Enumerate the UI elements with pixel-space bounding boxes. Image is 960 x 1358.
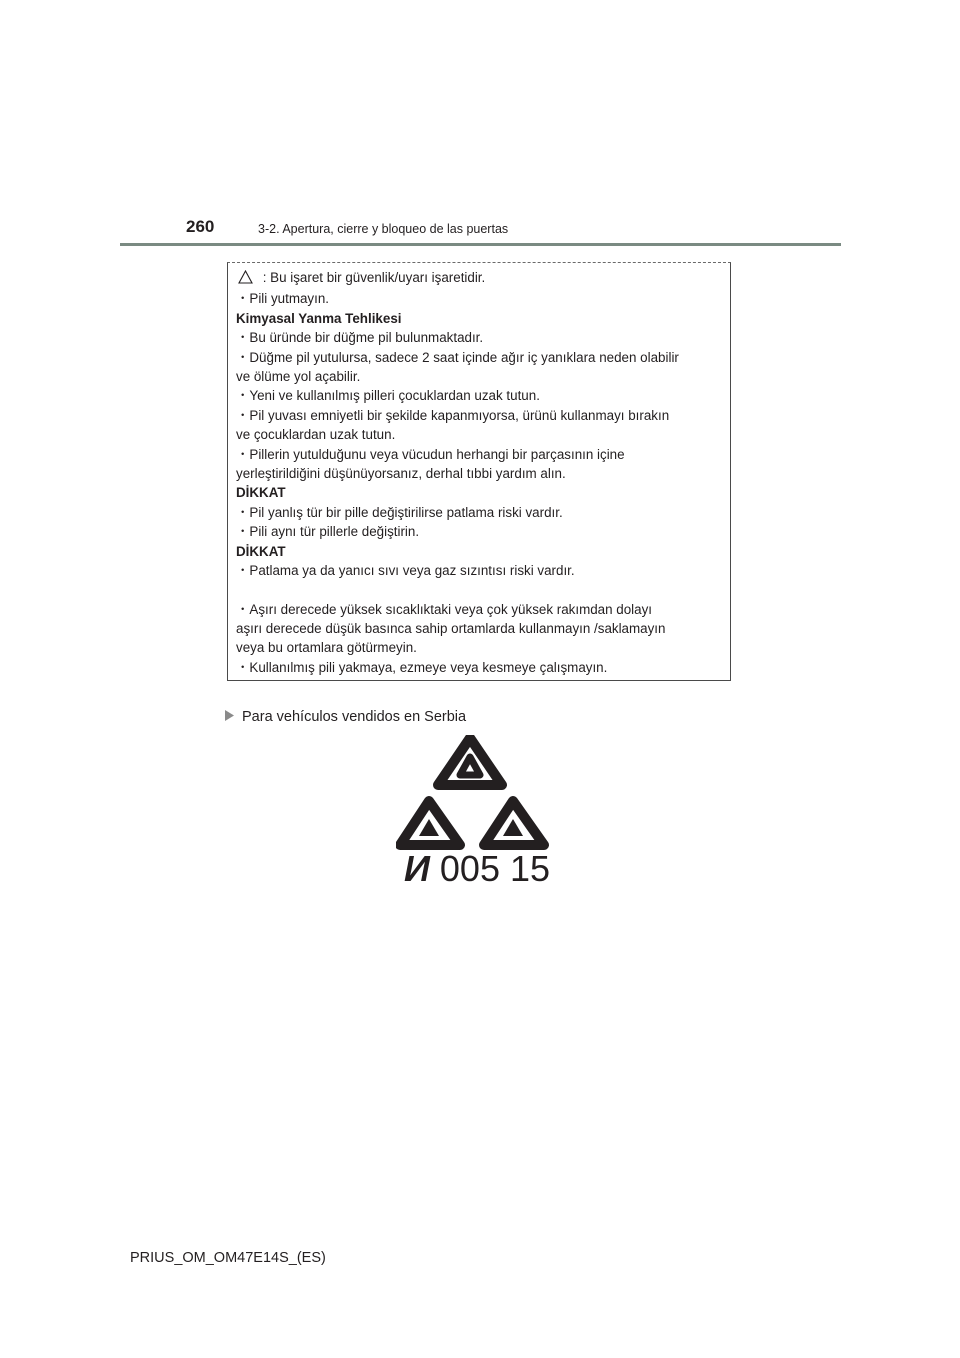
- notice-line-text: : Bu işaret bir güvenlik/uyarı işaretidir.: [259, 270, 486, 285]
- serbian-mark-code: [404, 848, 550, 890]
- notice-box: [227, 262, 731, 681]
- serbian-conformity-mark-icon: [396, 735, 552, 856]
- notice-spacer: [236, 581, 722, 600]
- serbian-mark-letter: И: [404, 848, 430, 889]
- document-code: PRIUS_OM_OM47E14S_(ES): [130, 1250, 326, 1266]
- notice-line: ve ölüme yol açabilir.: [236, 369, 361, 385]
- warning-triangle-icon: [238, 270, 253, 289]
- notice-heading: DİKKAT: [236, 485, 286, 501]
- page-number: 260: [186, 217, 215, 236]
- serbia-heading-text: Para vehículos vendidos en Serbia: [242, 709, 467, 725]
- notice-line: ・Düğme pil yutulursa, sadece 2 saat içinde ağır iç yanıklara neden olabilir: [236, 349, 679, 365]
- section-title: 3-2. Apertura, cierre y bloqueo de las puertas: [258, 222, 509, 236]
- notice-line: [236, 268, 722, 289]
- notice-line: ve çocuklardan uzak tutun.: [236, 427, 396, 443]
- notice-line: ・Pillerin yutulduğunu veya vücudun herhangi bir parçasının içine: [236, 446, 625, 462]
- notice-heading: Kimyasal Yanma Tehlikesi: [236, 310, 402, 326]
- notice-line: yerleştirildiğini düşünüyorsanız, derhal tıbbi yardım alın.: [236, 466, 566, 482]
- header-rule: [120, 243, 841, 246]
- triangle-right-icon: [225, 709, 234, 725]
- notice-line: aşırı derecede düşük basınca sahip ortamlarda kullanmayın /saklamayın: [236, 620, 666, 636]
- notice-heading: DİKKAT: [236, 543, 286, 559]
- notice-line: ・Pili aynı tür pillerle değiştirin.: [236, 524, 420, 540]
- notice-line: ・Bu üründe bir düğme pil bulunmaktadır.: [236, 330, 484, 346]
- notice-line: ・Yeni ve kullanılmış pilleri çocuklardan uzak tutun.: [236, 388, 540, 404]
- notice-line: ・Pil yanlış tür bir pille değiştirilirse patlama riski vardır.: [236, 504, 563, 520]
- notice-line: veya bu ortamlara götürmeyin.: [236, 640, 417, 656]
- notice-line: ・Patlama ya da yanıcı sıvı veya gaz sızıntısı riski vardır.: [236, 563, 575, 579]
- serbia-heading: [225, 709, 466, 725]
- notice-line: ・Aşırı derecede yüksek sıcaklıktaki veya çok yüksek rakımdan dolayı: [236, 601, 653, 617]
- notice-line: ・Pili yutmayın.: [236, 291, 330, 307]
- notice-line: ・Kullanılmış pili yakmaya, ezmeye veya kesmeye çalışmayın.: [236, 659, 608, 675]
- notice-content: [236, 268, 722, 677]
- notice-line: ・Pil yuvası emniyetli bir şekilde kapanmıyorsa, ürünü kullanmayı bırakın: [236, 407, 670, 423]
- serbian-mark-number: 005 15: [439, 848, 551, 889]
